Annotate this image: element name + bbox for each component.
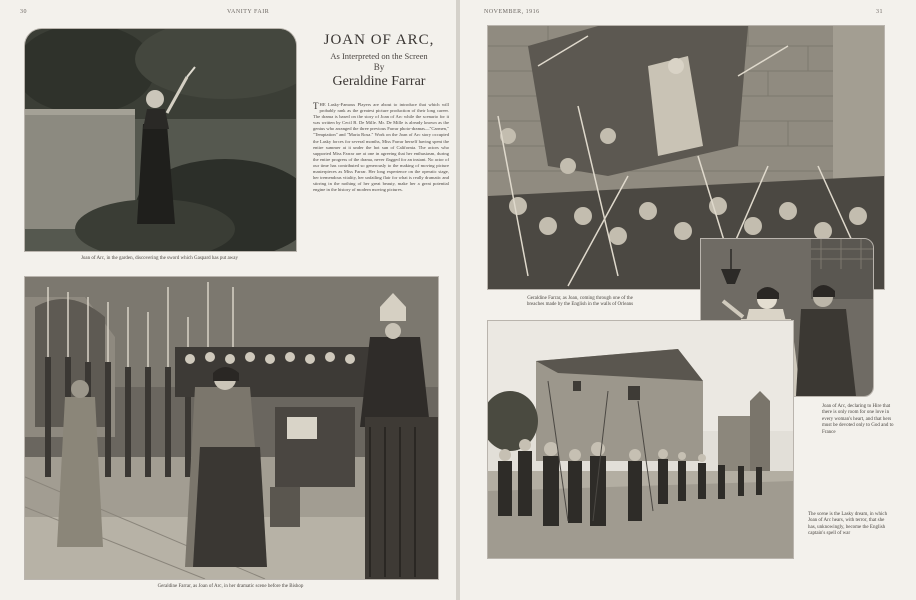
page-number-left: 30 — [20, 9, 27, 15]
article-title: JOAN OF ARC, — [323, 32, 435, 48]
oath-caption: Joan of Arc, declaring to Hire that there is only room for one love in every woman's heart, and that hers must be devoted only to God and to France — [822, 404, 894, 435]
garden-photo — [24, 28, 297, 252]
article-author: Geraldine Farrar — [332, 74, 426, 89]
article-byline: By — [373, 62, 385, 72]
crowd-scene-image — [488, 321, 793, 558]
crowd-caption: The scene is the Lasky dream, in which Joan of Arc hears, with terror, that she has, unknowingly, become the English captain's spell of war — [808, 512, 888, 537]
drop-cap: T — [313, 101, 319, 111]
article-subtitle: As Interpreted on the Screen — [330, 51, 428, 61]
magazine-name: VANITY FAIR — [227, 9, 270, 15]
article-body — [313, 102, 449, 193]
article-body-text: HE Lasky-Famous Players are about to introduce that which will probably rank as the greatest picture production of their long career. The drama is based on the story of Joan of Arc while the scenario for it was written by Cecil B. De Mille. Mr. De Mille is already known as the genius who arranged the three previous Farrar photo-dramas—"Carmen," "Temptation" and "Maria Rosa." Work on the Joan of Arc story occupied the Lasky forces for several months, Miss Farrar herself having spent the entire summer at it under the hot sun of California. The actors who supported Miss Farrar are at one in agreeing that her enthusiasm, during the entire progress of the drama, never flagged for an instant. No actor of our time has contributed so generously to the making of moving picture masterpieces as Miss Farrar. Her long experience on the operatic stage, her tremendous vitality, her unfailing flair for what is really dramatic and stirring in the nothing of her great beauty, make her a great potential engine in the history of modern moving pictures. — [313, 102, 449, 193]
bishop-caption: Geraldine Farrar, as Joan of Arc, in her dramatic scene before the Bishop — [157, 584, 304, 589]
page-number-right: 31 — [876, 9, 883, 15]
issue-date: NOVEMBER, 1916 — [484, 9, 540, 15]
article-title-block — [304, 32, 454, 90]
garden-photo-image — [25, 29, 296, 251]
battle-caption: Geraldine Farrar, as Joan, coming through one of the breaches made by the English in the walls of Orleans — [526, 296, 634, 307]
crowd-scene-photo — [487, 320, 794, 559]
bishop-scene-image — [25, 277, 438, 579]
garden-caption: Joan of Arc, in the garden, discovering the sword which Gaspard has put away — [80, 256, 239, 261]
bishop-scene-photo — [24, 276, 439, 580]
